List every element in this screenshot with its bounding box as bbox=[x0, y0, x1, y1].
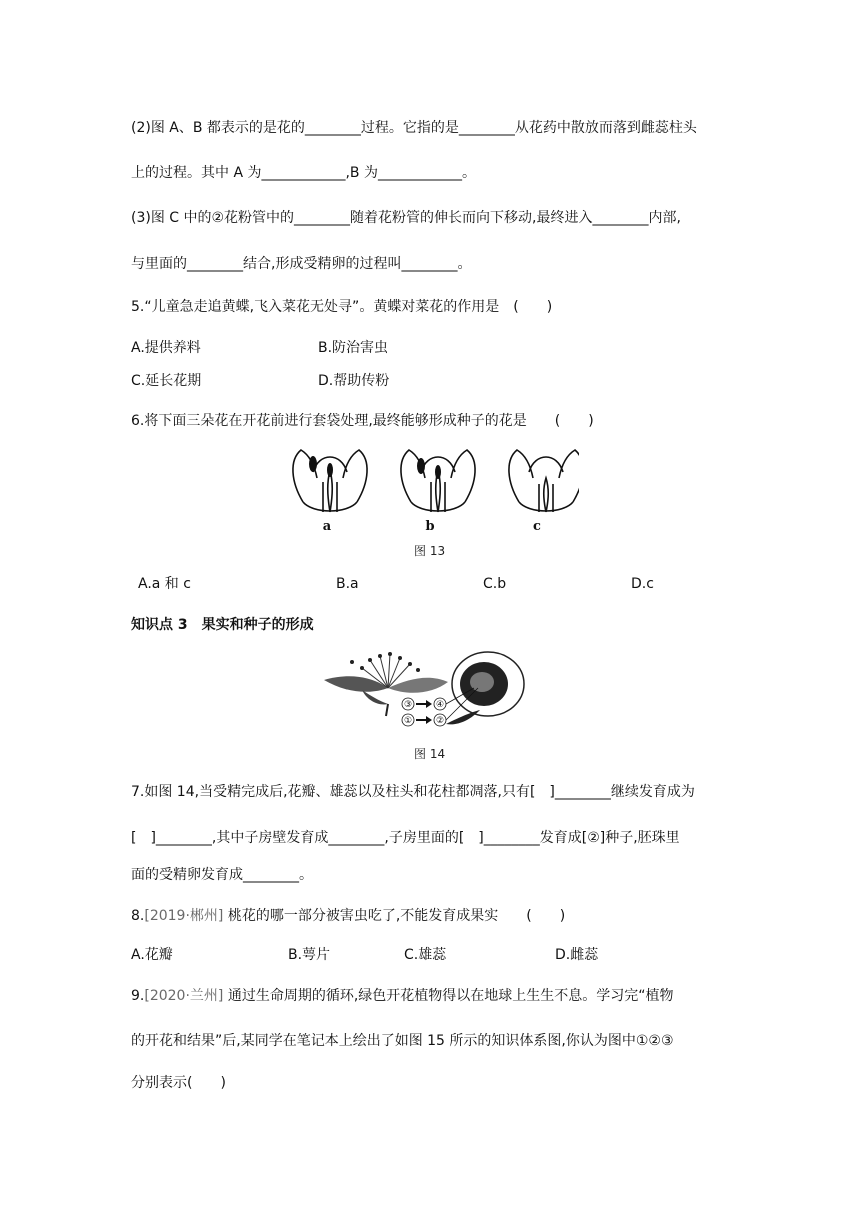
q4-part2-line2: 上的过程。其中 A 为____________,B 为____________。 bbox=[131, 165, 476, 181]
flower-b-anther bbox=[417, 458, 425, 474]
q6-option-b: B.a bbox=[336, 576, 359, 592]
figure-label-c: c bbox=[533, 519, 541, 534]
q5-stem: 5.“儿童急走追黄蝶,飞入菜花无处寻”。黄蝶对菜花的作用是 ( ) bbox=[131, 299, 553, 315]
q6-option-a: A.a 和 c bbox=[138, 576, 191, 592]
q8-stem bbox=[131, 906, 565, 926]
q7-line3: 面的受精卵发育成________。 bbox=[131, 867, 313, 883]
q5-option-b: B.防治害虫 bbox=[318, 340, 389, 356]
flower-b-stigma bbox=[435, 465, 441, 479]
figure-13-caption: 图 13 bbox=[414, 544, 446, 558]
q7-line1: 7.如图 14,当受精完成后,花瓣、雄蕊以及柱头和花柱都凋落,只有[ ]________继续发育成为 bbox=[131, 784, 695, 800]
q4-part3-line2: 与里面的________结合,形成受精卵的过程叫________。 bbox=[131, 256, 472, 272]
label-4: ④ bbox=[435, 700, 445, 710]
label-1: ① bbox=[403, 716, 413, 726]
q9-line2: 的开花和结果”后,某同学在笔记本上绘出了如图 15 所示的知识体系图,你认为图中①②③ bbox=[131, 1033, 674, 1049]
q4-part3-line1: (3)图 C 中的②花粉管中的________随着花粉管的伸长而向下移动,最终进入________内部, bbox=[131, 210, 681, 226]
q9-source: [2020·兰州] bbox=[144, 988, 224, 1004]
q6-option-d: D.c bbox=[631, 576, 654, 592]
q8-source: [2019·郴州] bbox=[144, 908, 224, 924]
q9-number: 9. bbox=[131, 988, 145, 1004]
flower-a-anther bbox=[309, 456, 317, 472]
q8-text: 桃花的哪一部分被害虫吃了,不能发育成果实 ( ) bbox=[223, 908, 566, 924]
q4-part2-line1: (2)图 A、B 都表示的是花的________过程。它指的是________从花药中散放而落到雌蕊柱头 bbox=[131, 120, 697, 136]
flower-c-drawing bbox=[509, 450, 579, 512]
q6-option-c: C.b bbox=[483, 576, 507, 592]
q9-line1 bbox=[131, 986, 674, 1006]
q9-text: 通过生命周期的循环,绿色开花植物得以在地球上生生不息。学习完“植物 bbox=[223, 988, 674, 1004]
q7-line2: [ ]________,其中子房壁发育成________,子房里面的[ ]________发育成[②]种子,胚珠里 bbox=[131, 830, 680, 846]
q5-option-a: A.提供养料 bbox=[131, 340, 201, 356]
q8-option-b: B.萼片 bbox=[288, 947, 331, 963]
flower-a-stigma bbox=[327, 463, 333, 477]
flower-a-drawing bbox=[293, 450, 367, 512]
q8-option-d: D.雌蕊 bbox=[555, 947, 599, 963]
label-2: ② bbox=[435, 716, 445, 726]
q8-number: 8. bbox=[131, 908, 145, 924]
figure-14-caption: 图 14 bbox=[414, 747, 446, 761]
figure-13-flowers bbox=[283, 442, 579, 534]
label-3: ③ bbox=[403, 700, 413, 710]
q5-option-d: D.帮助传粉 bbox=[318, 373, 390, 389]
figure-label-a: a bbox=[322, 519, 332, 534]
peach-fruit-drawing bbox=[446, 652, 524, 724]
q8-option-c: C.雄蕊 bbox=[404, 947, 447, 963]
q9-line3: 分别表示( ) bbox=[131, 1075, 226, 1091]
flower-b-drawing bbox=[401, 450, 475, 512]
q6-stem: 6.将下面三朵花在开花前进行套袋处理,最终能够形成种子的花是 ( ) bbox=[131, 413, 594, 429]
peach-flower-drawing bbox=[324, 652, 448, 716]
q8-option-a: A.花瓣 bbox=[131, 947, 173, 963]
section-heading: 知识点 3 果实和种子的形成 bbox=[131, 617, 314, 633]
figure-label-b: b bbox=[425, 519, 435, 534]
figure-14-flower-fruit bbox=[322, 648, 532, 730]
q5-option-c: C.延长花期 bbox=[131, 373, 202, 389]
